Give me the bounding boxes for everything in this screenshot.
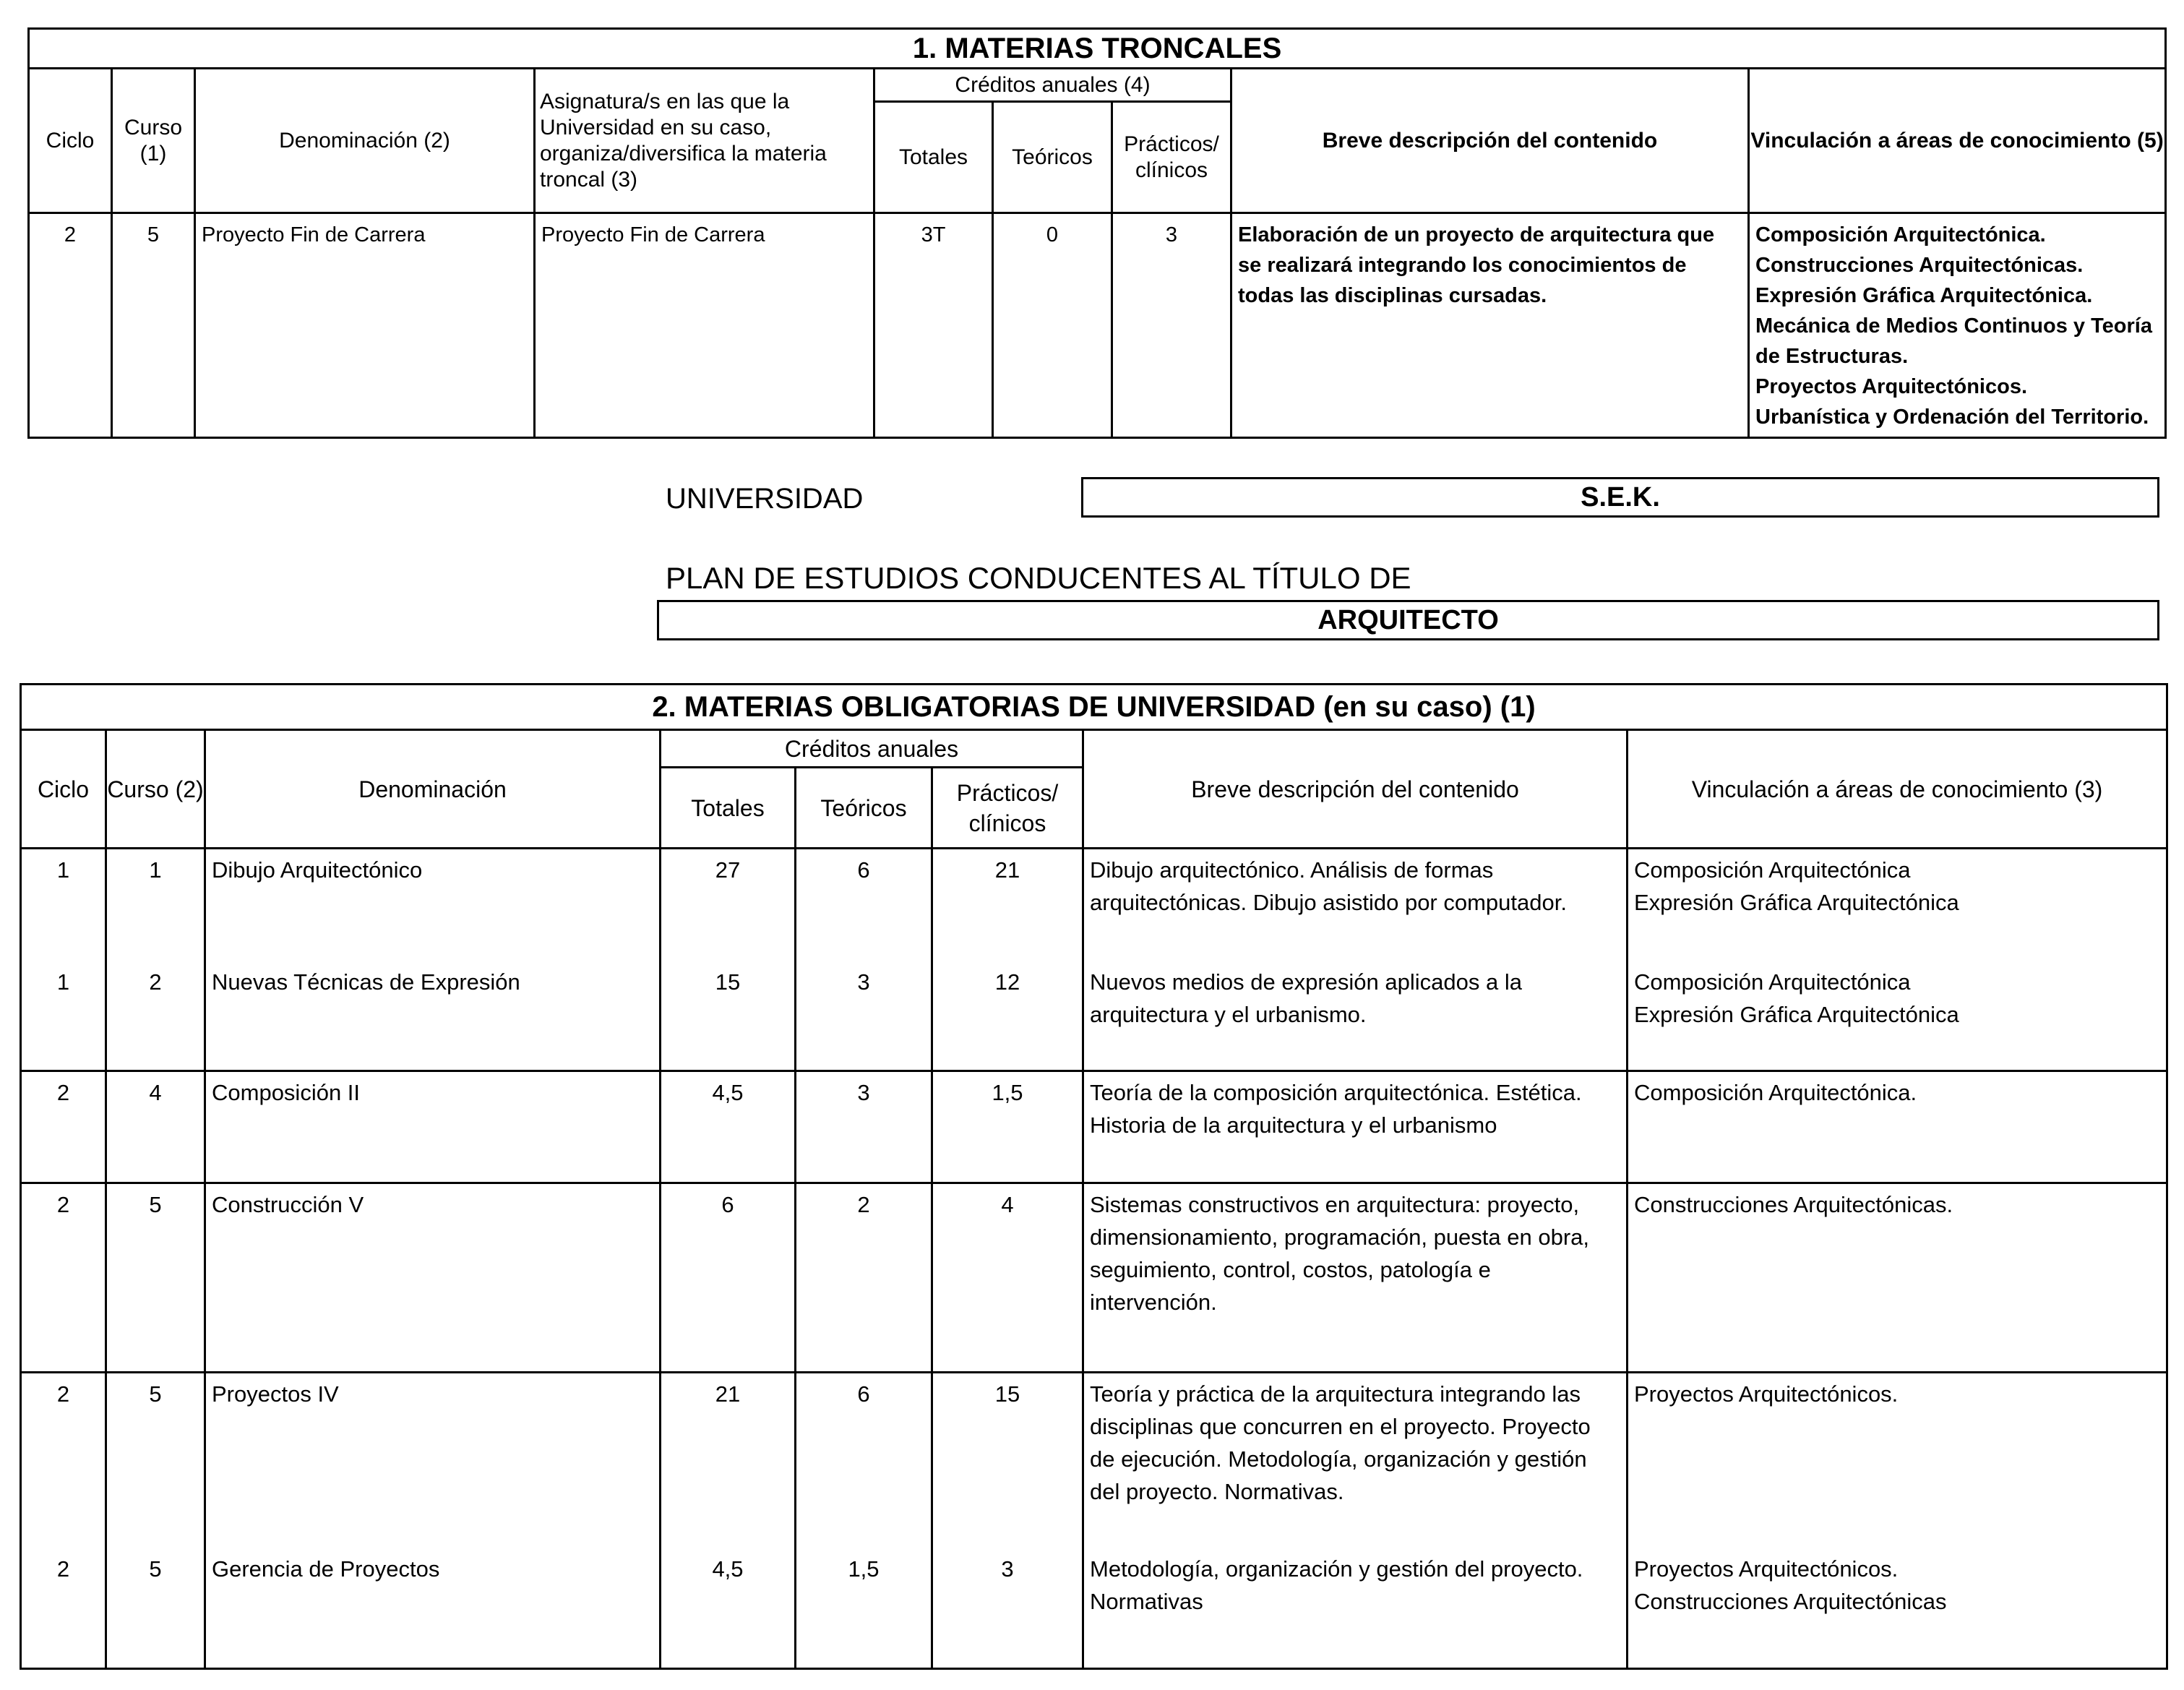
cell-curso bbox=[106, 1373, 205, 1669]
cell-practicos: 1,5 bbox=[932, 1071, 1083, 1183]
area-item: Composición Arquitectónica. bbox=[1634, 1080, 1917, 1105]
practicos-value: 21 bbox=[994, 857, 1020, 883]
cell-totales bbox=[661, 849, 796, 1071]
header-descripcion: Breve descripción del contenido bbox=[1231, 69, 1749, 213]
header-creditos: Créditos anuales (4) bbox=[874, 69, 1231, 102]
area-item: Expresión Gráfica Arquitectónica bbox=[1634, 1002, 1959, 1027]
cell-curso: 5 bbox=[112, 213, 195, 438]
area-item: Proyectos Arquitectónicos. bbox=[1634, 1556, 1899, 1582]
titulo-value: ARQUITECTO bbox=[657, 600, 2159, 640]
header-vinculacion: Vinculación a áreas de conocimiento (5) bbox=[1749, 69, 2166, 213]
cell-teoricos: 3 bbox=[796, 1071, 932, 1183]
cell-totales: 4,5 bbox=[661, 1071, 796, 1183]
cell-denominacion bbox=[205, 1373, 661, 1669]
area-item: Mecánica de Medios Continuos y Teoría de Estructuras. bbox=[1755, 314, 2152, 368]
materias-troncales-table bbox=[27, 27, 2167, 439]
header-practicos: Prácticos/ clínicos bbox=[932, 768, 1083, 849]
practicos-value: 12 bbox=[994, 969, 1020, 995]
teoricos-value: 6 bbox=[857, 857, 870, 883]
descripcion-value: Teoría y práctica de la arquitectura integrando las disciplinas que concurren en el proyecto. Proyecto de ejecución. Metodología, organización y gestión del proyecto. Normativas. bbox=[1090, 1381, 1591, 1504]
cell-practicos bbox=[932, 849, 1083, 1071]
cell-teoricos: 0 bbox=[993, 213, 1112, 438]
area-item: Composición Arquitectónica. bbox=[1755, 223, 2046, 246]
cell-denominacion bbox=[205, 849, 661, 1071]
cell-teoricos: 2 bbox=[796, 1183, 932, 1373]
cell-curso bbox=[106, 849, 205, 1071]
cell-denominacion: Construcción V bbox=[205, 1183, 661, 1373]
cell-practicos: 4 bbox=[932, 1183, 1083, 1373]
plan-label: PLAN DE ESTUDIOS CONDUCENTES AL TÍTULO DE bbox=[666, 561, 1411, 595]
cell-descripcion bbox=[1083, 1373, 1628, 1669]
cell-areas bbox=[1628, 1071, 2167, 1183]
header-denominacion: Denominación bbox=[205, 730, 661, 849]
cell-descripcion: Elaboración de un proyecto de arquitectura que se realizará integrando los conocimientos de todas las disciplinas cursadas. bbox=[1231, 213, 1749, 438]
curso-value: 1 bbox=[149, 857, 162, 883]
totales-value: 4,5 bbox=[712, 1556, 744, 1582]
denominacion-value: Dibujo Arquitectónico bbox=[212, 857, 423, 883]
area-item: Urbanística y Ordenación del Territorio. bbox=[1755, 406, 2149, 429]
area-item: Expresión Gráfica Arquitectónica. bbox=[1755, 284, 2093, 307]
area-item: Expresión Gráfica Arquitectónica bbox=[1634, 890, 1959, 915]
header-ciclo: Ciclo bbox=[21, 730, 106, 849]
table-row bbox=[21, 1071, 2167, 1183]
cell-denominacion: Composición II bbox=[205, 1071, 661, 1183]
cell-areas bbox=[1749, 213, 2166, 438]
cell-practicos: 3 bbox=[1112, 213, 1231, 438]
teoricos-value: 6 bbox=[857, 1381, 870, 1407]
area-item: Composición Arquitectónica bbox=[1634, 969, 1911, 995]
header-totales: Totales bbox=[874, 102, 993, 213]
descripcion-value: Metodología, organización y gestión del proyecto. Normativas bbox=[1090, 1556, 1583, 1614]
area-item: Construcciones Arquitectónicas. bbox=[1755, 254, 2084, 277]
header-descripcion: Breve descripción del contenido bbox=[1083, 730, 1628, 849]
header-curso: Curso (1) bbox=[112, 69, 195, 213]
area-item: Proyectos Arquitectónicos. bbox=[1634, 1381, 1899, 1407]
cell-ciclo: 2 bbox=[21, 1183, 106, 1373]
cell-descripcion bbox=[1083, 849, 1628, 1071]
cell-areas bbox=[1628, 1373, 2167, 1669]
header-totales: Totales bbox=[661, 768, 796, 849]
header-denominacion: Denominación (2) bbox=[195, 69, 535, 213]
materias-obligatorias-table bbox=[20, 683, 2168, 1670]
denominacion-value: Gerencia de Proyectos bbox=[212, 1556, 440, 1582]
teoricos-value: 1,5 bbox=[848, 1556, 880, 1582]
teoricos-value: 3 bbox=[857, 969, 870, 995]
cell-descripcion: Teoría de la composición arquitectónica. Estética. Historia de la arquitectura y el urbanismo bbox=[1083, 1071, 1628, 1183]
header-teoricos: Teóricos bbox=[796, 768, 932, 849]
table-row-group bbox=[21, 849, 2167, 1071]
cell-practicos bbox=[932, 1373, 1083, 1669]
cell-totales bbox=[661, 1373, 796, 1669]
ciclo-value: 1 bbox=[56, 969, 70, 995]
area-item: Proyectos Arquitectónicos. bbox=[1755, 375, 2028, 398]
curso-value: 2 bbox=[149, 969, 162, 995]
header-practicos: Prácticos/ clínicos bbox=[1112, 102, 1231, 213]
cell-ciclo bbox=[21, 1373, 106, 1669]
area-item: Construcciones Arquitectónicas. bbox=[1634, 1192, 1953, 1217]
area-item: Composición Arquitectónica bbox=[1634, 857, 1911, 883]
ciclo-value: 1 bbox=[56, 857, 70, 883]
ciclo-value: 2 bbox=[56, 1556, 70, 1582]
header-curso: Curso (2) bbox=[106, 730, 205, 849]
cell-curso: 5 bbox=[106, 1183, 205, 1373]
cell-descripcion: Sistemas constructivos en arquitectura: proyecto, dimensionamiento, programación, puesta en obra, seguimiento, control, costos, patología e intervención. bbox=[1083, 1183, 1628, 1373]
cell-ciclo: 2 bbox=[21, 1071, 106, 1183]
universidad-value: S.E.K. bbox=[1081, 477, 2159, 518]
header-creditos: Créditos anuales bbox=[661, 730, 1083, 768]
area-item: Construcciones Arquitectónicas bbox=[1634, 1589, 1947, 1614]
cell-areas bbox=[1628, 849, 2167, 1071]
cell-ciclo: 2 bbox=[29, 213, 112, 438]
universidad-label: UNIVERSIDAD bbox=[666, 483, 864, 515]
header-asignaturas: Asignatura/s en las que la Universidad en su caso, organiza/diversifica la materia troncal (3) bbox=[535, 69, 874, 213]
header-ciclo: Ciclo bbox=[29, 69, 112, 213]
cell-asignatura: Proyecto Fin de Carrera bbox=[535, 213, 874, 438]
table-row bbox=[21, 1183, 2167, 1373]
cell-curso: 4 bbox=[106, 1071, 205, 1183]
practicos-value: 15 bbox=[994, 1381, 1020, 1407]
totales-value: 21 bbox=[715, 1381, 741, 1407]
descripcion-value: Dibujo arquitectónico. Análisis de formas arquitectónicas. Dibujo asistido por computador. bbox=[1090, 857, 1567, 915]
curso-value: 5 bbox=[149, 1381, 162, 1407]
cell-ciclo bbox=[21, 849, 106, 1071]
section2-title: 2. MATERIAS OBLIGATORIAS DE UNIVERSIDAD (en su caso) (1) bbox=[21, 685, 2167, 730]
practicos-value: 3 bbox=[1001, 1556, 1014, 1582]
cell-totales: 3T bbox=[874, 213, 993, 438]
totales-value: 27 bbox=[715, 857, 741, 883]
descripcion-value: Nuevos medios de expresión aplicados a la arquitectura y el urbanismo. bbox=[1090, 969, 1522, 1027]
curso-value: 5 bbox=[149, 1556, 162, 1582]
section1-title: 1. MATERIAS TRONCALES bbox=[29, 29, 2166, 69]
header-teoricos: Teóricos bbox=[993, 102, 1112, 213]
cell-teoricos bbox=[796, 1373, 932, 1669]
denominacion-value: Proyectos IV bbox=[212, 1381, 339, 1407]
totales-value: 15 bbox=[715, 969, 741, 995]
denominacion-value: Nuevas Técnicas de Expresión bbox=[212, 969, 520, 995]
table-row-group bbox=[21, 1373, 2167, 1669]
cell-totales: 6 bbox=[661, 1183, 796, 1373]
ciclo-value: 2 bbox=[56, 1381, 70, 1407]
header-vinculacion: Vinculación a áreas de conocimiento (3) bbox=[1628, 730, 2167, 849]
table-row bbox=[29, 213, 2166, 438]
cell-denominacion: Proyecto Fin de Carrera bbox=[195, 213, 535, 438]
cell-areas bbox=[1628, 1183, 2167, 1373]
cell-teoricos bbox=[796, 849, 932, 1071]
